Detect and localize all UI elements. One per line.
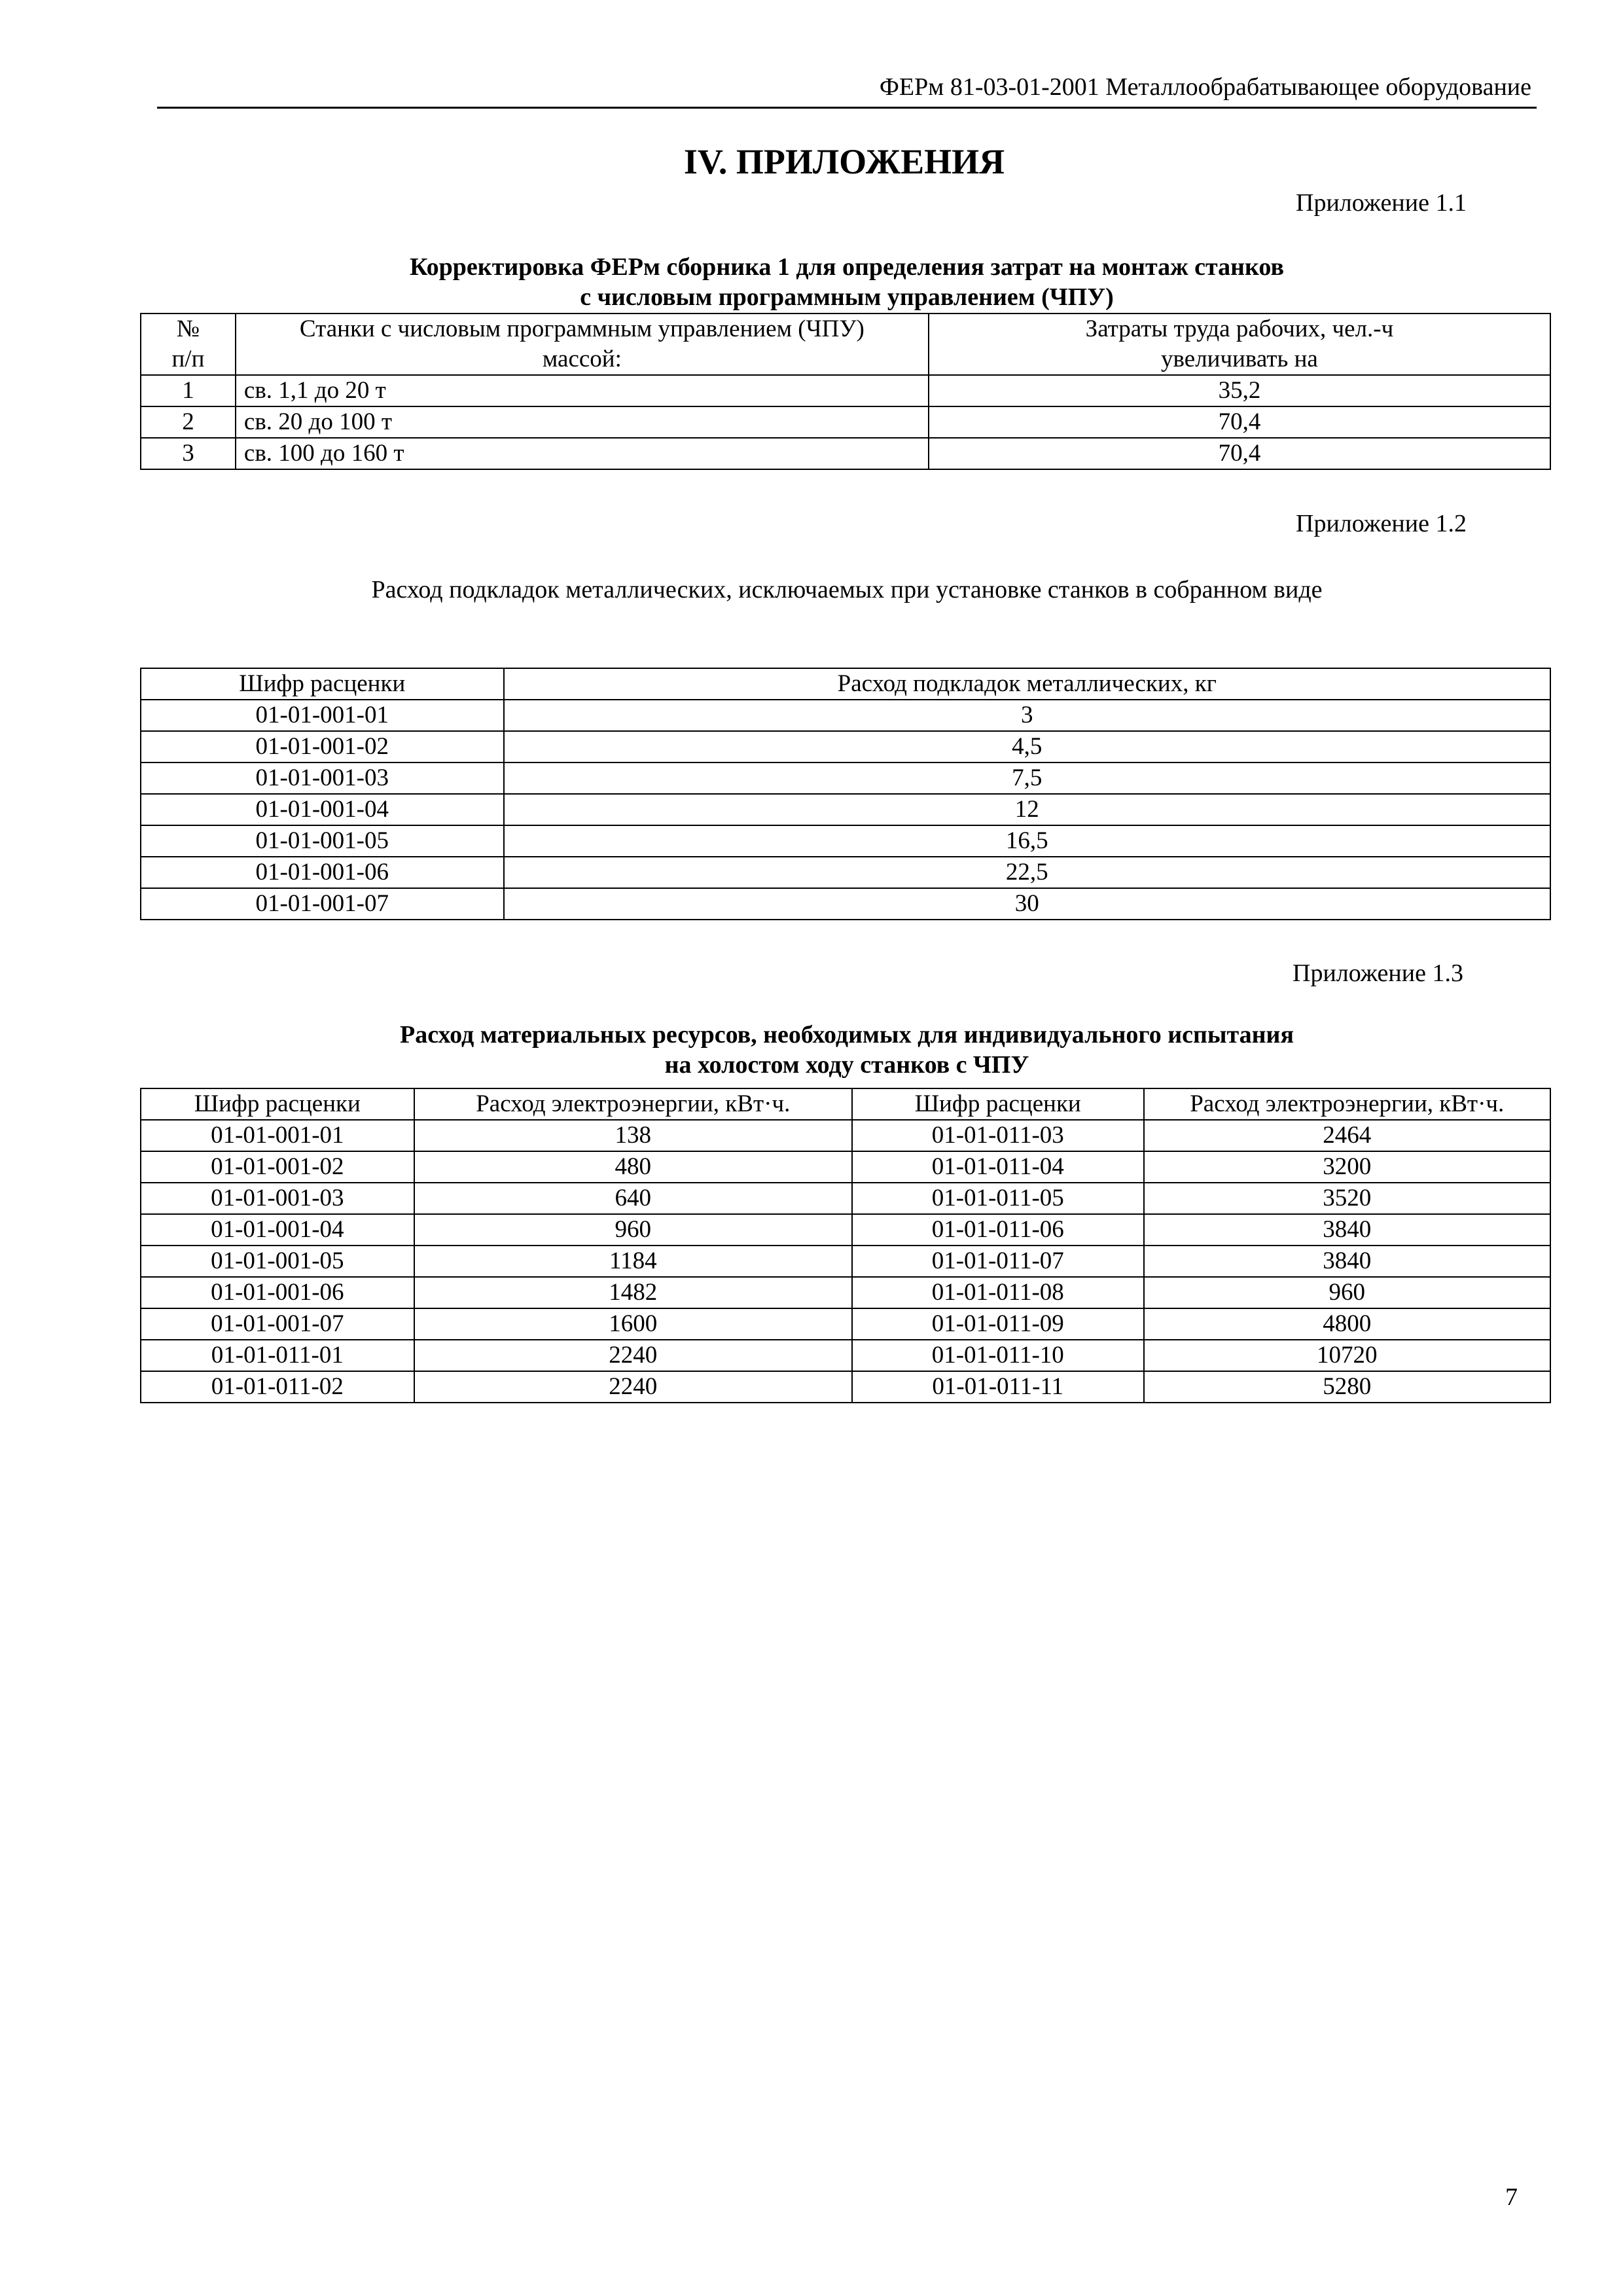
cell-labor: 35,2 xyxy=(929,375,1550,406)
cell-consumption: 7,5 xyxy=(504,762,1550,794)
cell-code-b: 01-01-011-08 xyxy=(852,1277,1144,1308)
cell-energy-b: 960 xyxy=(1144,1277,1550,1308)
cell-code-b: 01-01-011-03 xyxy=(852,1120,1144,1151)
column-header-machines xyxy=(236,314,929,375)
appendix-1-3-label: Приложение 1.3 xyxy=(1293,960,1463,987)
cell-code-a: 01-01-001-04 xyxy=(141,1214,414,1246)
appendix-1-2-label: Приложение 1.2 xyxy=(1296,510,1467,537)
cell-energy-b: 10720 xyxy=(1144,1340,1550,1371)
cell-consumption: 4,5 xyxy=(504,731,1550,762)
cell-consumption: 3 xyxy=(504,700,1550,731)
cell-energy-b: 3840 xyxy=(1144,1246,1550,1277)
page-number: 7 xyxy=(1505,2183,1518,2211)
cell-code: 01-01-001-07 xyxy=(141,888,504,920)
appendix-1-2-table xyxy=(140,668,1551,920)
cell-energy-b: 3520 xyxy=(1144,1183,1550,1214)
column-header-code: Шифр расценки xyxy=(141,668,504,700)
cell-consumption: 30 xyxy=(504,888,1550,920)
cell-code-b: 01-01-011-10 xyxy=(852,1340,1144,1371)
table-row xyxy=(141,1277,1550,1308)
cell-energy-a: 480 xyxy=(414,1151,852,1183)
table-header-row xyxy=(141,668,1550,700)
cell-energy-b: 3200 xyxy=(1144,1151,1550,1183)
cell-code-a: 01-01-001-07 xyxy=(141,1308,414,1340)
table-row xyxy=(141,825,1550,857)
appendix-1-1-caption xyxy=(141,252,1552,312)
column-header-code-a: Шифр расценки xyxy=(141,1088,414,1120)
cell-number: 3 xyxy=(141,438,236,469)
header-line: массой: xyxy=(542,346,622,372)
appendix-1-3-caption xyxy=(141,1020,1552,1080)
cell-code: 01-01-001-04 xyxy=(141,794,504,825)
table-row xyxy=(141,794,1550,825)
caption-line: Расход материальных ресурсов, необходимых для индивидуального испытания xyxy=(399,1021,1294,1049)
table-row xyxy=(141,1214,1550,1246)
cell-code-a: 01-01-011-02 xyxy=(141,1371,414,1403)
table-row xyxy=(141,1183,1550,1214)
cell-consumption: 16,5 xyxy=(504,825,1550,857)
cell-code-b: 01-01-011-11 xyxy=(852,1371,1144,1403)
cell-energy-b: 2464 xyxy=(1144,1120,1550,1151)
table-header-row xyxy=(141,1088,1550,1120)
caption-line: с числовым программным управлением (ЧПУ) xyxy=(580,283,1114,311)
header-line: увеличивать на xyxy=(1161,346,1318,372)
table-row xyxy=(141,1371,1550,1403)
cell-labor: 70,4 xyxy=(929,406,1550,438)
appendix-1-1-table xyxy=(140,313,1551,470)
cell-code-b: 01-01-011-07 xyxy=(852,1246,1144,1277)
column-header-number xyxy=(141,314,236,375)
cell-energy-b: 5280 xyxy=(1144,1371,1550,1403)
header-line: п/п xyxy=(171,346,205,372)
appendix-1-3-table xyxy=(140,1088,1551,1403)
cell-energy-a: 1482 xyxy=(414,1277,852,1308)
column-header-energy-b: Расход электроэнергии, кВт·ч. xyxy=(1144,1088,1550,1120)
header-line: Затраты труда рабочих, чел.-ч xyxy=(1085,315,1394,342)
cell-mass: св. 20 до 100 т xyxy=(236,406,929,438)
section-title: IV. ПРИЛОЖЕНИЯ xyxy=(683,142,1005,181)
cell-code-b: 01-01-011-05 xyxy=(852,1183,1144,1214)
cell-code: 01-01-001-05 xyxy=(141,825,504,857)
table-row xyxy=(141,762,1550,794)
table-row xyxy=(141,700,1550,731)
cell-mass: св. 100 до 160 т xyxy=(236,438,929,469)
table-row xyxy=(141,375,1550,406)
table-row xyxy=(141,406,1550,438)
cell-consumption: 22,5 xyxy=(504,857,1550,888)
caption-line: на холостом ходу станков с ЧПУ xyxy=(664,1051,1029,1079)
cell-number: 2 xyxy=(141,406,236,438)
table-row xyxy=(141,1120,1550,1151)
table-row xyxy=(141,438,1550,469)
cell-energy-b: 4800 xyxy=(1144,1308,1550,1340)
table-row xyxy=(141,731,1550,762)
cell-code-b: 01-01-011-09 xyxy=(852,1308,1144,1340)
cell-code: 01-01-001-01 xyxy=(141,700,504,731)
table-row xyxy=(141,1308,1550,1340)
header-rule xyxy=(157,107,1537,109)
cell-code: 01-01-001-06 xyxy=(141,857,504,888)
cell-energy-a: 2240 xyxy=(414,1340,852,1371)
cell-energy-a: 138 xyxy=(414,1120,852,1151)
cell-code-a: 01-01-001-02 xyxy=(141,1151,414,1183)
table-row xyxy=(141,1340,1550,1371)
cell-code-a: 01-01-001-05 xyxy=(141,1246,414,1277)
header-line: № xyxy=(176,315,200,342)
cell-code-b: 01-01-011-06 xyxy=(852,1214,1144,1246)
cell-code: 01-01-001-02 xyxy=(141,731,504,762)
cell-labor: 70,4 xyxy=(929,438,1550,469)
column-header-consumption: Расход подкладок металлических, кг xyxy=(504,668,1550,700)
column-header-code-b: Шифр расценки xyxy=(852,1088,1144,1120)
cell-energy-b: 3840 xyxy=(1144,1214,1550,1246)
cell-code-b: 01-01-011-04 xyxy=(852,1151,1144,1183)
table-row xyxy=(141,1151,1550,1183)
cell-energy-a: 1184 xyxy=(414,1246,852,1277)
cell-energy-a: 2240 xyxy=(414,1371,852,1403)
cell-code-a: 01-01-011-01 xyxy=(141,1340,414,1371)
column-header-energy-a: Расход электроэнергии, кВт·ч. xyxy=(414,1088,852,1120)
appendix-1-1-label: Приложение 1.1 xyxy=(1296,189,1467,217)
column-header-labor xyxy=(929,314,1550,375)
cell-mass: св. 1,1 до 20 т xyxy=(236,375,929,406)
running-header: ФЕРм 81-03-01-2001 Металлообрабатывающее оборудование xyxy=(879,73,1531,101)
table-row xyxy=(141,857,1550,888)
table-row xyxy=(141,1246,1550,1277)
header-line: Станки с числовым программным управлением (ЧПУ) xyxy=(299,315,865,342)
table-row xyxy=(141,888,1550,920)
cell-number: 1 xyxy=(141,375,236,406)
cell-energy-a: 640 xyxy=(414,1183,852,1214)
caption-line: Корректировка ФЕРм сборника 1 для определения затрат на монтаж станков xyxy=(410,253,1284,281)
cell-code: 01-01-001-03 xyxy=(141,762,504,794)
cell-energy-a: 1600 xyxy=(414,1308,852,1340)
cell-code-a: 01-01-001-01 xyxy=(141,1120,414,1151)
table-header-row xyxy=(141,314,1550,375)
cell-energy-a: 960 xyxy=(414,1214,852,1246)
appendix-1-2-caption: Расход подкладок металлических, исключаемых при установке станков в собранном виде xyxy=(371,576,1323,603)
cell-consumption: 12 xyxy=(504,794,1550,825)
cell-code-a: 01-01-001-03 xyxy=(141,1183,414,1214)
cell-code-a: 01-01-001-06 xyxy=(141,1277,414,1308)
